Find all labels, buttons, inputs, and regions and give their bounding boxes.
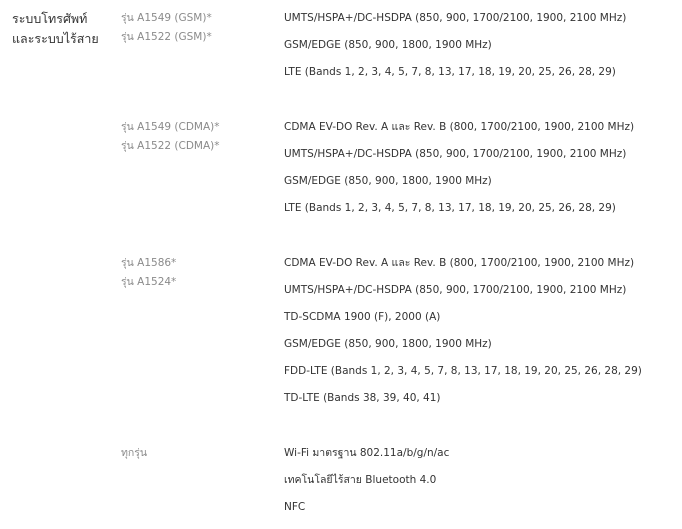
section-title-line1: ระบบโทรศัพท์ (12, 11, 88, 26)
spec-item: UMTS/HSPA+/DC-HSDPA (850, 900, 1700/2100, 1900, 2100 MHz) (284, 284, 627, 296)
spec-item: GSM/EDGE (850, 900, 1800, 1900 MHz) (284, 175, 492, 187)
spec-item: GSM/EDGE (850, 900, 1800, 1900 MHz) (284, 338, 492, 350)
spec-item: เทคโนโลยีไร้สาย Bluetooth 4.0 (284, 474, 437, 486)
model-label: รุ่น A1522 (CDMA)* (121, 140, 220, 152)
spec-item: NFC (284, 501, 306, 513)
spec-item: LTE (Bands 1, 2, 3, 4, 5, 7, 8, 13, 17, 18, 19, 20, 25, 26, 28, 29) (284, 66, 616, 78)
model-label: รุ่น A1549 (GSM)* (121, 12, 212, 24)
spec-item: LTE (Bands 1, 2, 3, 4, 5, 7, 8, 13, 17, 18, 19, 20, 25, 26, 28, 29) (284, 202, 616, 214)
model-label: รุ่น A1549 (CDMA)* (121, 121, 220, 133)
model-list (121, 254, 271, 292)
spec-item: CDMA EV-DO Rev. A และ Rev. B (800, 1700/2100, 1900, 2100 MHz) (284, 121, 635, 133)
spec-list (284, 118, 674, 226)
spec-item: TD-SCDMA 1900 (F), 2000 (A) (284, 311, 441, 323)
spec-item: CDMA EV-DO Rev. A และ Rev. B (800, 1700/2100, 1900, 2100 MHz) (284, 257, 635, 269)
model-label: รุ่น A1524* (121, 276, 177, 288)
model-label: รุ่น A1522 (GSM)* (121, 31, 212, 43)
model-list (121, 9, 271, 47)
spec-item: GSM/EDGE (850, 900, 1800, 1900 MHz) (284, 39, 492, 51)
spec-item: Wi-Fi มาตรฐาน 802.11a/b/g/n/ac (284, 447, 450, 459)
spec-item: UMTS/HSPA+/DC-HSDPA (850, 900, 1700/2100, 1900, 2100 MHz) (284, 12, 627, 24)
spec-item: TD-LTE (Bands 38, 39, 40, 41) (284, 392, 441, 404)
model-list (121, 118, 271, 156)
model-label: รุ่น A1586* (121, 257, 177, 269)
spec-item: UMTS/HSPA+/DC-HSDPA (850, 900, 1700/2100, 1900, 2100 MHz) (284, 148, 627, 160)
spec-list (284, 254, 674, 416)
model-list (121, 444, 271, 463)
section-title-line2: และระบบไร้สาย (12, 31, 99, 46)
spec-list (284, 9, 674, 90)
spec-list (284, 444, 674, 525)
section-title (12, 9, 112, 49)
spec-item: FDD-LTE (Bands 1, 2, 3, 4, 5, 7, 8, 13, 17, 18, 19, 20, 25, 26, 28, 29) (284, 365, 642, 377)
model-label: ทุกรุ่น (121, 447, 148, 459)
